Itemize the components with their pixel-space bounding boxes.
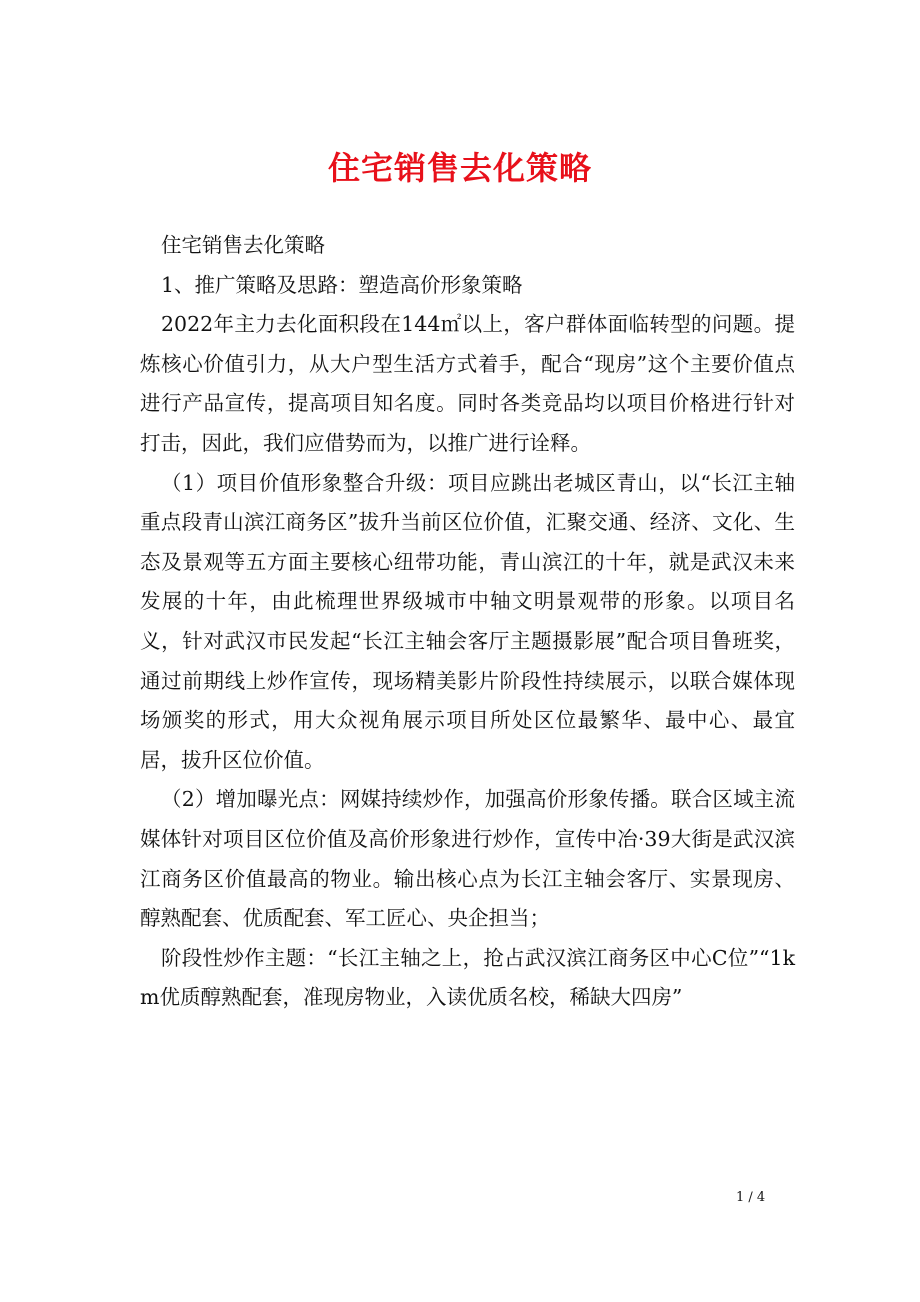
paragraph-section-1: 1、推广策略及思路：塑造高价形象策略 — [161, 272, 523, 297]
document-body — [140, 226, 795, 1018]
paragraph-themes: 阶段性炒作主题：“长江主轴之上，抢占武汉滨江商务区中心C位”“1km优质醇熟配套，准现房物业，入读优质名校，稀缺大四房” — [140, 945, 795, 1010]
paragraph-item-1: （1）项目价值形象整合升级：项目应跳出老城区青山，以“长江主轴重点段青山滨江商务区”拔升当前区位价值，汇聚交通、经济、文化、生态及景观等五方面主要核心纽带功能，青山滨江的十年，就是武汉未来发展的十年，由此梳理世界级城市中轴文明景观带的形象。以项目名义，针对武汉市民发起“长江主轴会客厅主题摄影展”配合项目鲁班奖，通过前期线上炒作宣传，现场精美影片阶段性持续展示，以联合媒体现场颁奖的形式，用大众视角展示项目所处区位最繁华、最中心、最宜居，拔升区位价值。 — [140, 470, 795, 772]
paragraph-item-2: （2）增加曝光点：网媒持续炒作，加强高价形象传播。联合区域主流媒体针对项目区位价值及高价形象进行炒作，宣传中冶·39大街是武汉滨江商务区价值最高的物业。输出核心点为长江主轴会客厅、实景现房、醇熟配套、优质配套、军工匠心、央企担当； — [140, 787, 795, 931]
paragraph-heading: 住宅销售去化策略 — [161, 233, 325, 257]
document-title: 住宅销售去化策略 — [327, 149, 592, 187]
page-number: 1 / 4 — [736, 1190, 766, 1205]
paragraph-overview: 2022年主力去化面积段在144㎡以上，客户群体面临转型的问题。提炼核心价值引力，从大户型生活方式着手，配合“现房”这个主要价值点进行产品宣传，提高项目知名度。同时各类竞品均以项目价格进行针对打击，因此，我们应借势而为，以推广进行诠释。 — [140, 312, 795, 455]
